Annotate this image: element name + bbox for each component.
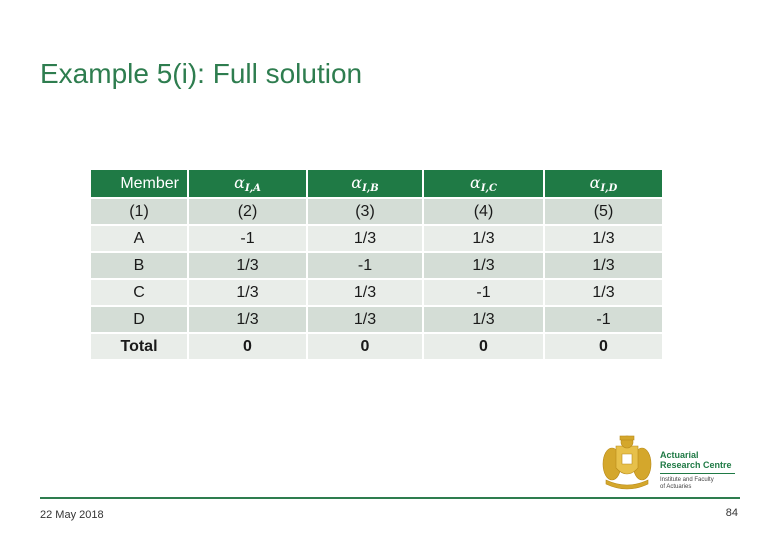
logo-line-3: Institute and Faculty — [660, 477, 714, 483]
table-cell: (2) — [188, 198, 307, 225]
table-cell: 0 — [188, 333, 307, 360]
table-cell: 1/3 — [423, 252, 544, 279]
header-member: Member — [90, 169, 188, 198]
table-cell: (4) — [423, 198, 544, 225]
table-row — [90, 225, 663, 252]
table-cell: 1/3 — [423, 306, 544, 333]
table-cell: (3) — [307, 198, 423, 225]
row-label: C — [90, 279, 188, 306]
alpha-symbol: α — [351, 173, 363, 192]
table-cell: -1 — [544, 306, 663, 333]
logo-divider — [660, 473, 735, 474]
crest-icon — [603, 436, 651, 489]
page-number: 84 — [725, 507, 738, 519]
alpha-subscript: I,D — [600, 183, 618, 194]
table-header-row — [90, 169, 663, 198]
table-cell: (5) — [544, 198, 663, 225]
table-cell: 1/3 — [307, 225, 423, 252]
solution-table — [89, 168, 664, 361]
table-cell: -1 — [307, 252, 423, 279]
table-cell: 1/3 — [188, 252, 307, 279]
table-cell: 1/3 — [544, 252, 663, 279]
alpha-symbol: α — [234, 173, 245, 192]
header-alpha-d — [544, 169, 663, 198]
row-label: D — [90, 306, 188, 333]
logo-line-4: of Actuaries — [660, 484, 692, 490]
table-row — [90, 279, 663, 306]
logo-line-1: Actuarial — [660, 450, 699, 460]
header-alpha-b — [307, 169, 423, 198]
table-cell: 1/3 — [544, 279, 663, 306]
table-row — [90, 198, 663, 225]
table-cell: 1/3 — [188, 306, 307, 333]
logo-line-2: Research Centre — [660, 460, 732, 470]
table-cell: -1 — [188, 225, 307, 252]
table-cell: 0 — [544, 333, 663, 360]
slide-date: 22 May 2018 — [40, 509, 104, 521]
row-label: (1) — [90, 198, 188, 225]
alpha-symbol: α — [589, 173, 601, 192]
table-cell: 1/3 — [307, 306, 423, 333]
alpha-subscript: I,C — [480, 183, 497, 194]
table-cell: 0 — [423, 333, 544, 360]
header-alpha-a — [188, 169, 307, 198]
row-label: B — [90, 252, 188, 279]
alpha-subscript: I,A — [244, 183, 261, 194]
table-cell: 1/3 — [307, 279, 423, 306]
table-cell: 1/3 — [544, 225, 663, 252]
table-cell: -1 — [423, 279, 544, 306]
footer-divider — [40, 497, 740, 499]
row-label: A — [90, 225, 188, 252]
table-row — [90, 252, 663, 279]
table-cell: 1/3 — [188, 279, 307, 306]
table-cell: 0 — [307, 333, 423, 360]
slide-title: Example 5(i): Full solution — [40, 58, 363, 89]
table-row-total — [90, 333, 663, 360]
table-cell: 1/3 — [423, 225, 544, 252]
alpha-symbol: α — [470, 173, 481, 192]
table-row — [90, 306, 663, 333]
alpha-subscript: I,B — [362, 183, 379, 194]
logo-text — [660, 450, 735, 491]
header-alpha-c — [423, 169, 544, 198]
row-label: Total — [90, 333, 188, 360]
